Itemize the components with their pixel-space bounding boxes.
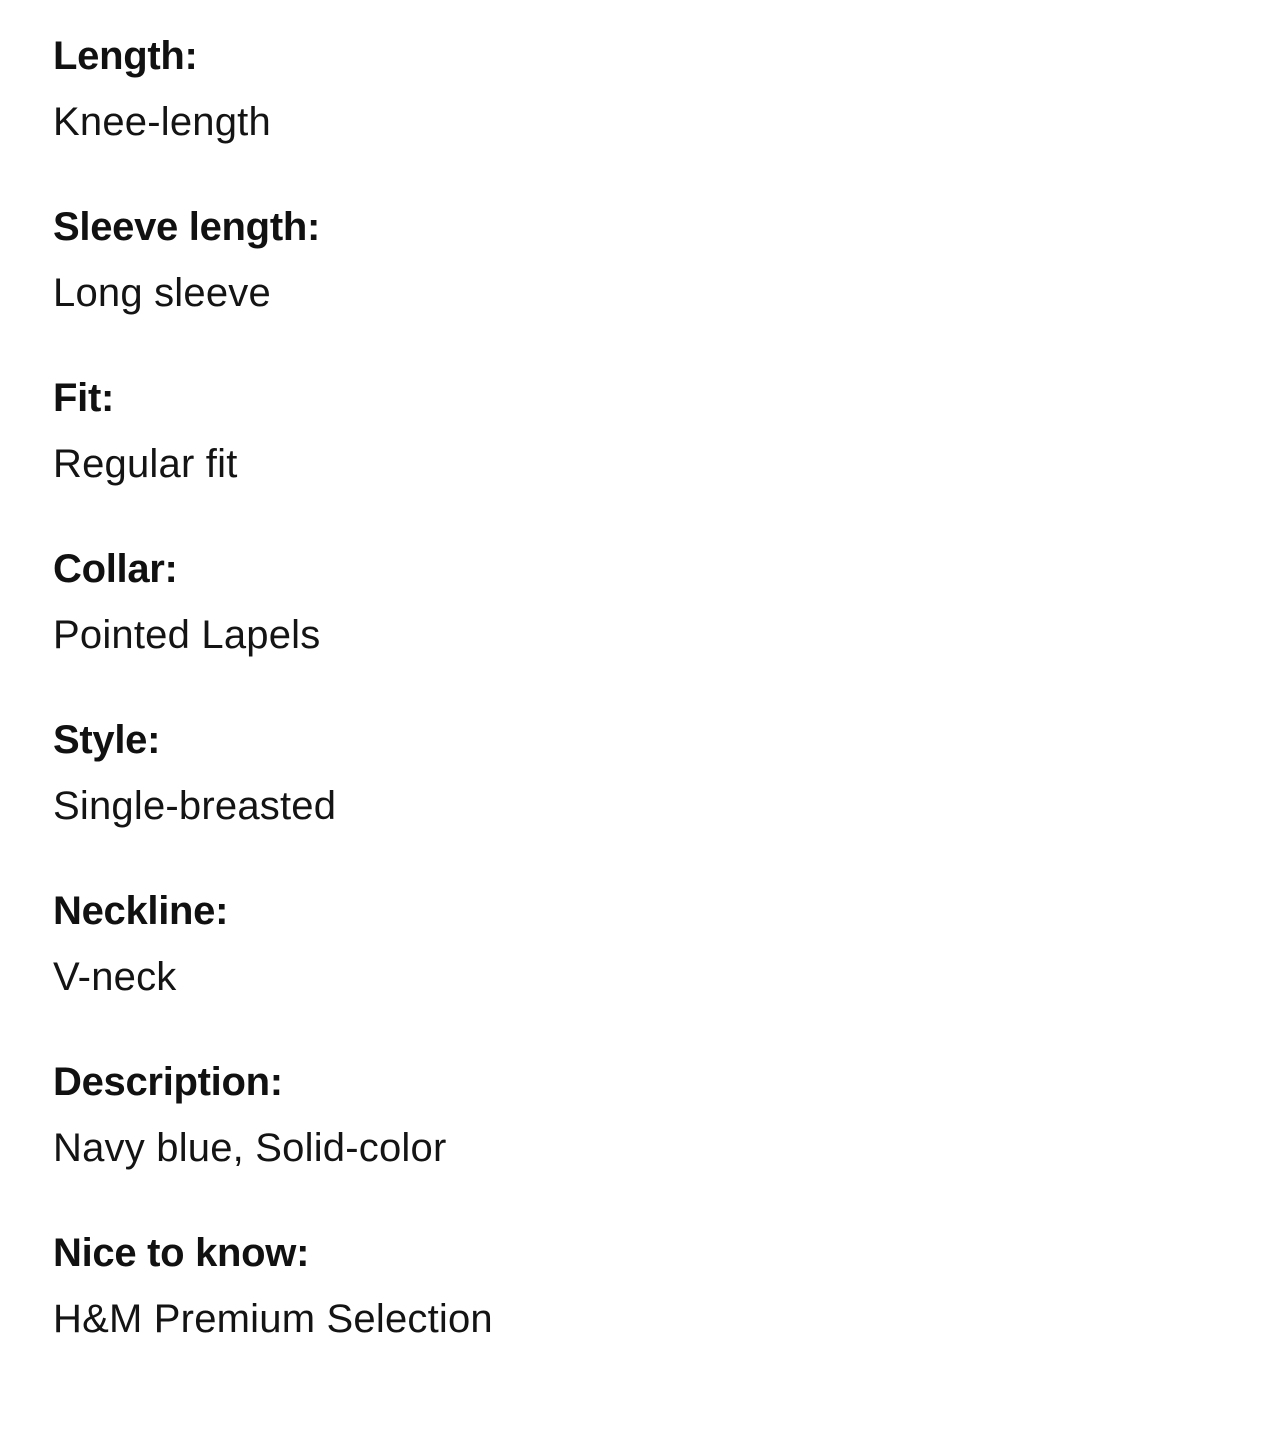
attribute-value: Navy blue, Solid-color: [53, 1126, 447, 1170]
attribute-label: Neckline:: [53, 889, 229, 933]
attribute-label: Length:: [53, 34, 198, 78]
attribute-fit: [53, 370, 1203, 541]
attribute-label: Nice to know:: [53, 1231, 310, 1275]
attribute-style: [53, 712, 1203, 883]
attribute-label: Fit:: [53, 376, 114, 420]
product-attribute-list: [53, 28, 1203, 1396]
attribute-label: Sleeve length:: [53, 205, 320, 249]
attribute-label: Collar:: [53, 547, 178, 591]
attribute-label: Style:: [53, 718, 161, 762]
attribute-collar: [53, 541, 1203, 712]
attribute-value: H&M Premium Selection: [53, 1297, 493, 1341]
attribute-sleeve-length: [53, 199, 1203, 370]
attribute-label: Description:: [53, 1060, 283, 1104]
attribute-length: [53, 28, 1203, 199]
attribute-description: [53, 1054, 1203, 1225]
attribute-value: Single-breasted: [53, 784, 337, 828]
attribute-value: Knee-length: [53, 100, 271, 144]
attribute-value: V-neck: [53, 955, 177, 999]
attribute-value: Long sleeve: [53, 271, 271, 315]
attribute-nice-to-know: [53, 1225, 1203, 1396]
attribute-neckline: [53, 883, 1203, 1054]
attribute-value: Pointed Lapels: [53, 613, 321, 657]
attribute-value: Regular fit: [53, 442, 238, 486]
